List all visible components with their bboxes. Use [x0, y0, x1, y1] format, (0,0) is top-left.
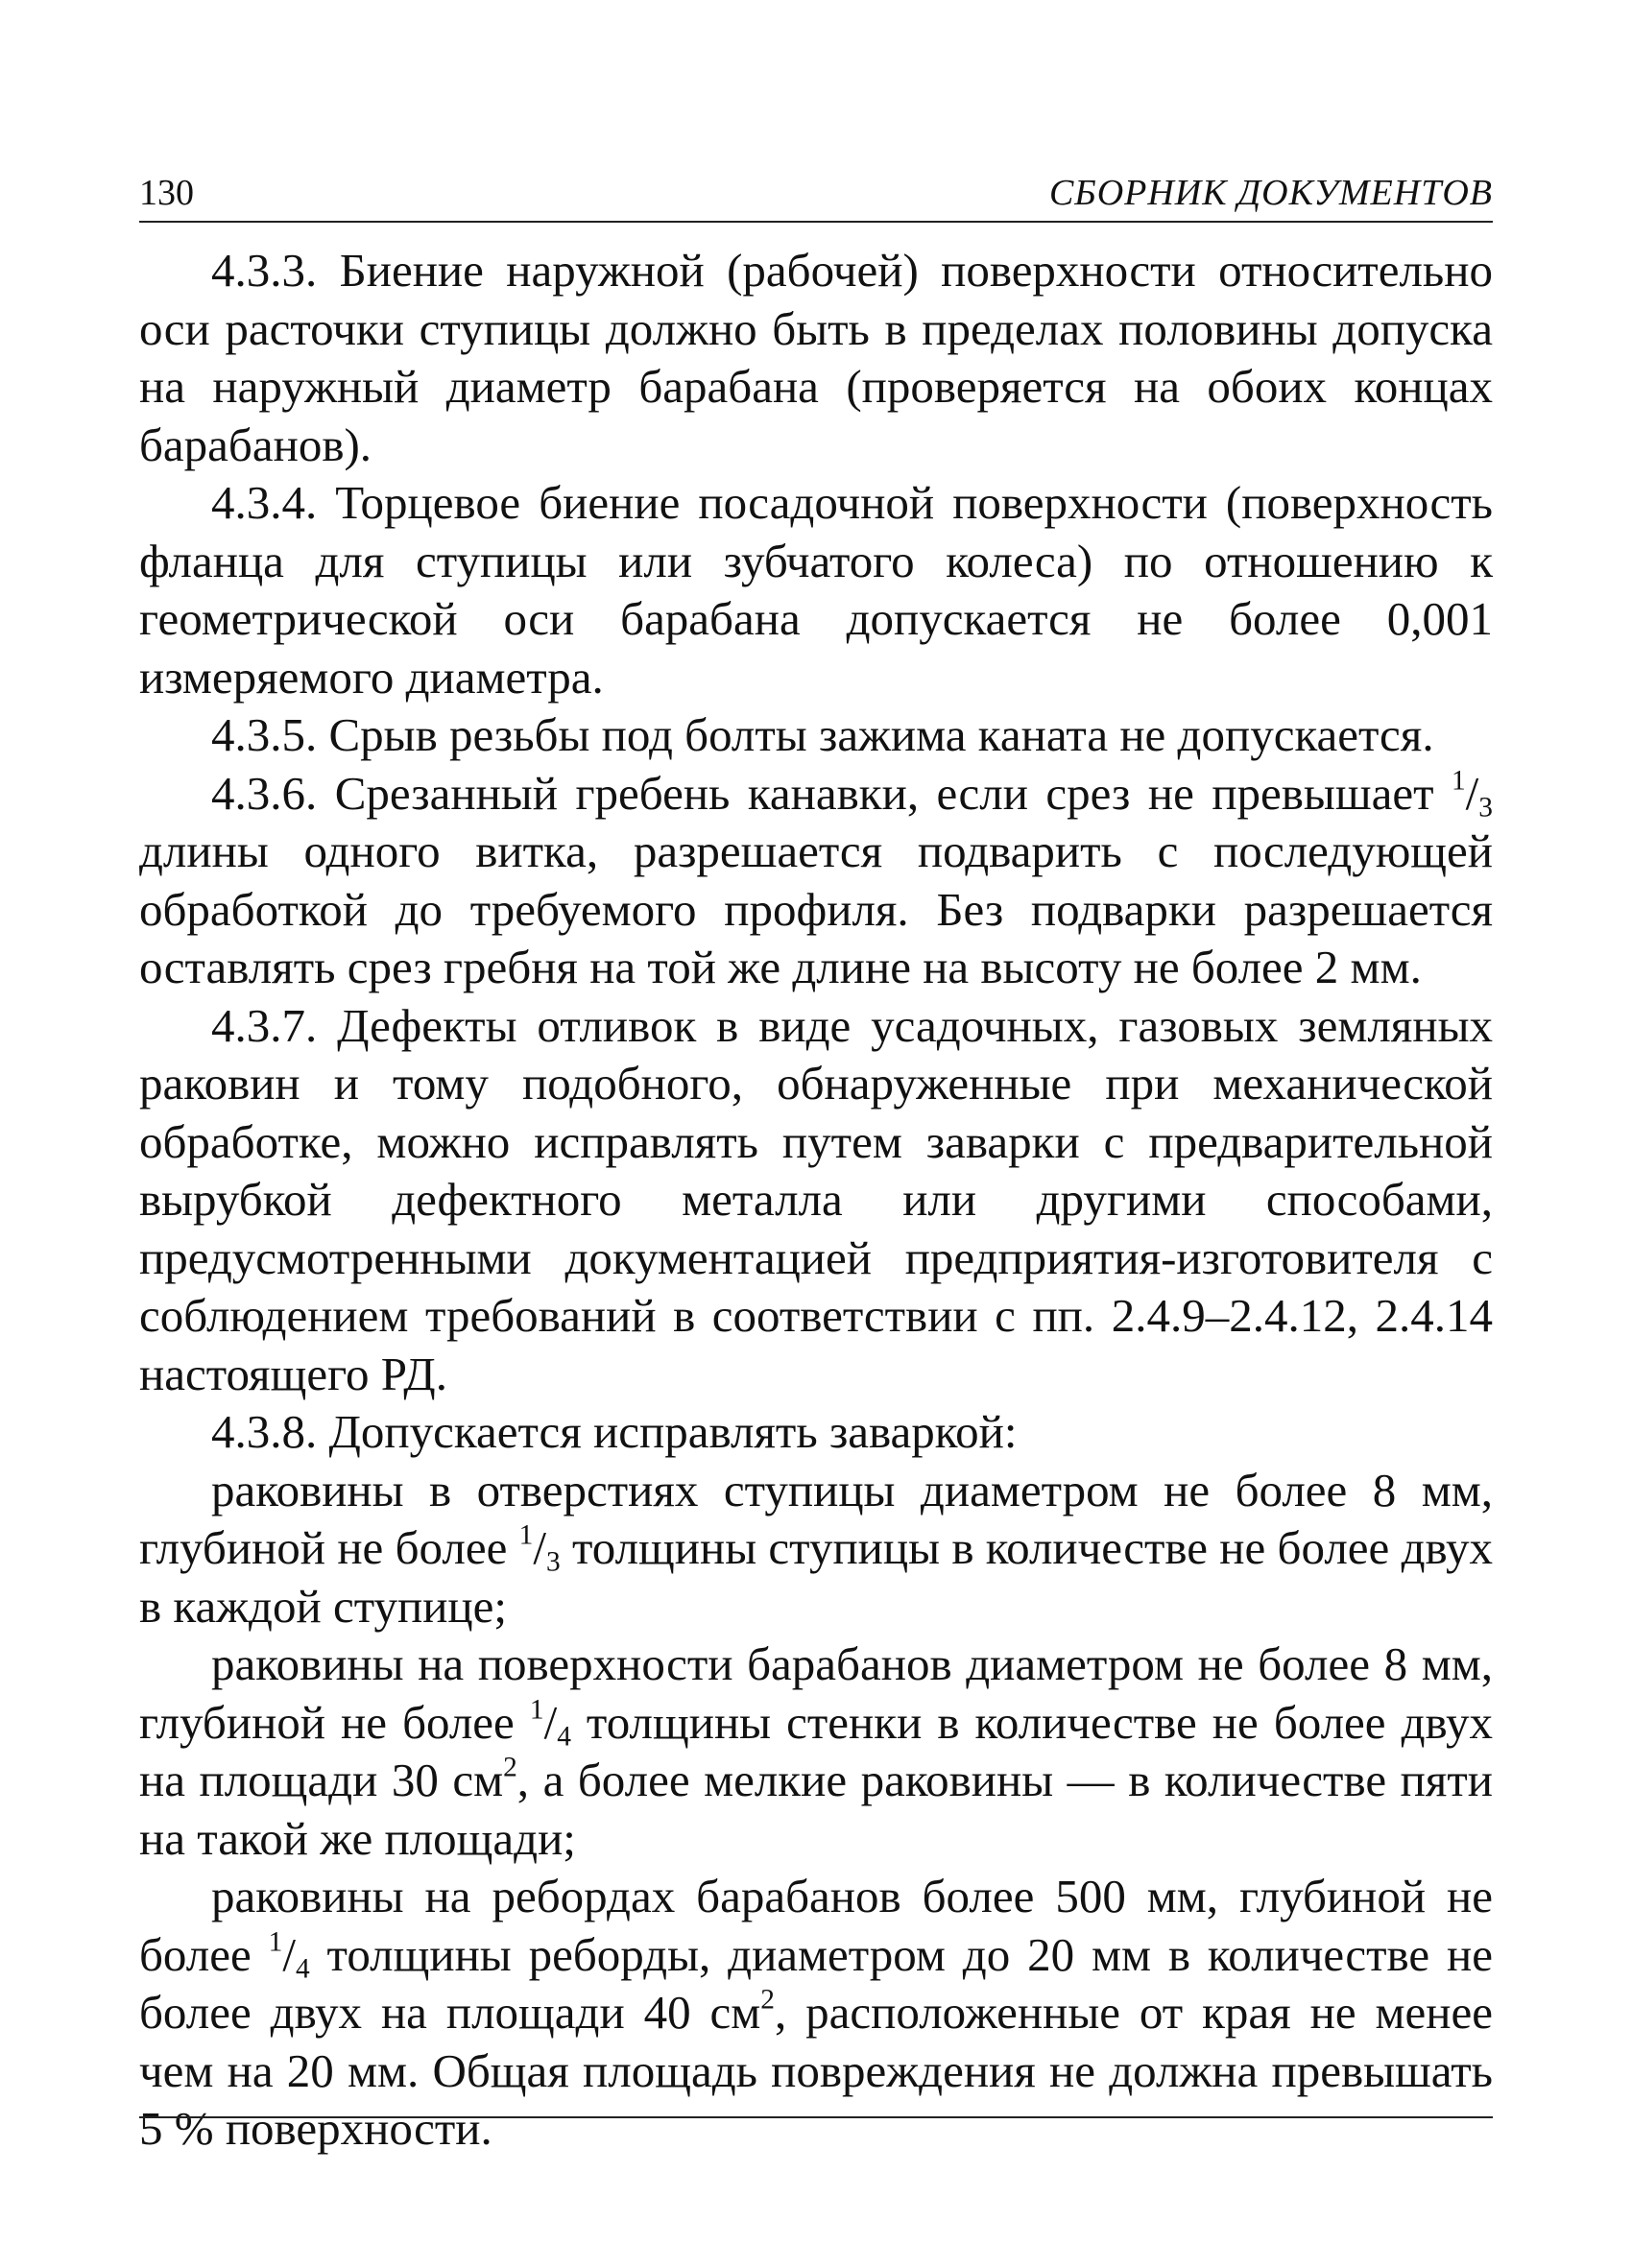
paragraph-text: , а более мелкие раковины — в количестве пяти на такой же площади; — [139, 1754, 1493, 1865]
fraction-slash: / — [533, 1521, 546, 1574]
fraction-denominator: 3 — [545, 1546, 561, 1578]
fraction-slash: / — [543, 1695, 558, 1749]
document-page — [139, 171, 1493, 2159]
fraction-denominator: 4 — [557, 1720, 571, 1752]
body-text — [139, 242, 1493, 2159]
list-item-2 — [139, 1635, 1493, 1868]
footer-rule — [139, 2116, 1493, 2118]
paragraph-4-3-3: 4.3.3. Биение наружной (рабочей) поверхности относительно оси расточки ступицы должно быть в пределах половины допуска на наружный диаметр барабана (проверяется на обоих концах барабанов). — [139, 244, 1493, 471]
running-title: СБОРНИК ДОКУМЕНТОВ — [1048, 173, 1493, 213]
fraction-numerator: 1 — [518, 1519, 534, 1551]
superscript: 2 — [760, 1984, 775, 2016]
paragraph-4-3-8: 4.3.8. Допускается исправлять заваркой: — [211, 1405, 1018, 1458]
paragraph-text: раковины на поверхности барабанов диаметром не более 8 мм, глубиной не более — [139, 1637, 1493, 1749]
fraction-numerator: 1 — [268, 1925, 283, 1957]
fraction-denominator: 4 — [295, 1952, 310, 1984]
page-number: 130 — [139, 173, 194, 213]
superscript: 2 — [503, 1752, 517, 1783]
list-item-3 — [139, 1868, 1493, 2159]
paragraph-4-3-5: 4.3.5. Срыв резьбы под болты зажима каната не допускается. — [211, 708, 1434, 761]
paragraph-text: раковины на ребордах барабанов более 500 мм, глубиной не более — [139, 1870, 1493, 1981]
list-item-1 — [139, 1462, 1493, 1636]
paragraph-text: толщины ступицы в количестве не более двух в каждой ступице; — [139, 1521, 1493, 1633]
paragraph-text: раковины в отверстиях ступицы диаметром не более 8 мм, глубиной не более — [139, 1463, 1493, 1574]
paragraph-text: толщины реборды, диаметром до 20 мм в количестве не более двух на площади 40 см — [139, 1927, 1493, 2039]
paragraph-4-3-7: 4.3.7. Дефекты отливок в виде усадочных, газовых земляных раковин и тому подобного, обнаруженные при механической обработке, можно исправлять путем заварки с предварительной вырубкой дефектного металла или другими способами, предусмотренными документацией предприятия-изготовителя с соблюдением требований в соответствии с пп. 2.4.9–2.4.12, 2.4.14 настоящего РД. — [139, 998, 1493, 1400]
fraction-numerator: 1 — [1451, 764, 1466, 796]
page-header — [139, 171, 1493, 223]
paragraph-text: , расположенные от края не менее чем на 20 мм. Общая площадь повреждения не должна превышать 5 % поверхности. — [139, 1986, 1493, 2155]
paragraph-4-3-6 — [139, 765, 1493, 997]
fraction-numerator: 1 — [529, 1693, 544, 1725]
fraction-slash: / — [282, 1927, 296, 1981]
paragraph-text: длины одного витка, разрешается подварить с последующей обработкой до требуемого профиля. Без подварки разрешается оставлять срез гребня на той же длине на высоту не более 2 мм. — [139, 824, 1493, 993]
paragraph-text: толщины стенки в количестве не более двух на площади 30 см — [139, 1695, 1493, 1806]
fraction-slash: / — [1465, 766, 1479, 820]
paragraph-text: 4.3.6. Срезанный гребень канавки, если срез не превышает — [211, 766, 1452, 820]
fraction-denominator: 3 — [1478, 791, 1493, 823]
paragraph-4-3-4: 4.3.4. Торцевое биение посадочной поверхности (поверхность фланца для ступицы или зубчатого колеса) по отношению к геометрической оси барабана допускается не более 0,001 измеряемого диаметра. — [139, 476, 1493, 704]
